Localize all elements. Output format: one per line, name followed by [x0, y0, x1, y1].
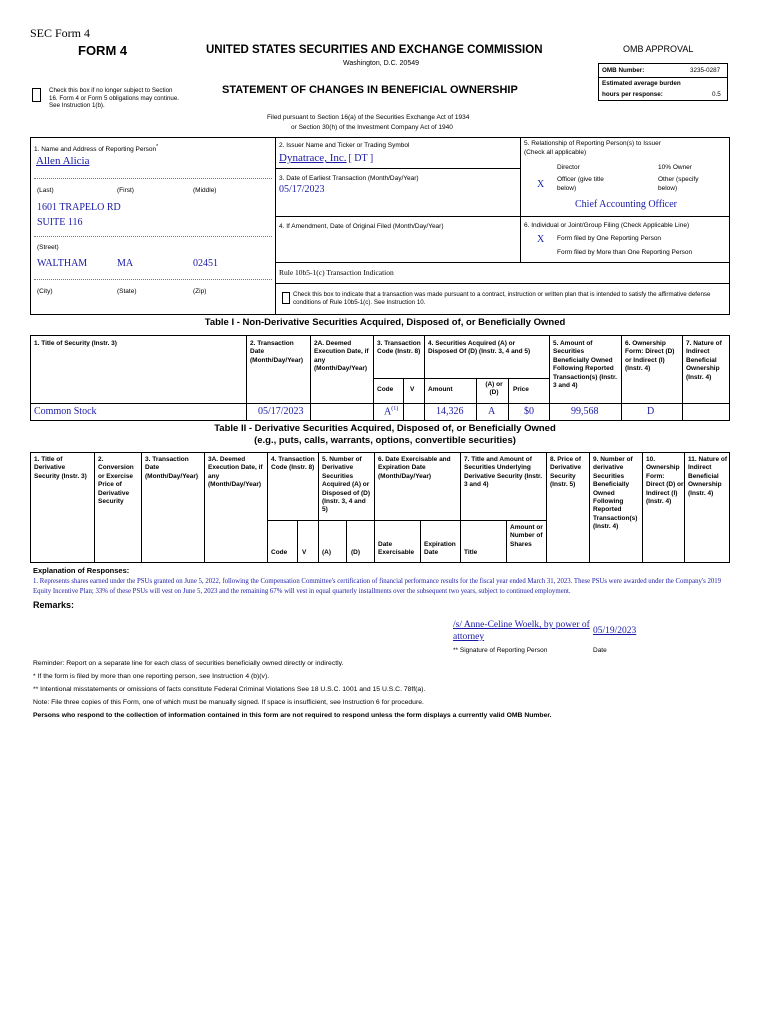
city-label: (City)	[37, 288, 53, 295]
t2-h2: 2. Conversion or Exercise Price of Derivative Security	[98, 456, 134, 506]
t1-h3: 3. Transaction Code (Instr. 8)	[377, 340, 421, 356]
t2-h7: 7. Title and Amount of Securities Underlying Derivative Security (Instr. 3 and 4)	[464, 456, 543, 489]
issuer-ticker: [ DT ]	[348, 153, 374, 164]
other-option-2: below)	[658, 185, 678, 192]
rule-text: Check this box to indicate that a transaction was made pursuant to a contract, instruction or written plan that is intended to satisfy the affirmative defense conditions of Rule 10b5-1(c). See Instruction 10.	[293, 291, 711, 306]
t2-h-exp: Expiration Date	[424, 541, 456, 557]
earliest-date-label: 3. Date of Earliest Transaction (Month/Day/Year)	[279, 175, 419, 182]
issuer-row	[279, 152, 373, 164]
t2-h-a: (A)	[322, 549, 332, 556]
t1-h6: 6. Ownership Form: Direct (D) or Indirect (I) (Instr. 4)	[625, 340, 675, 373]
t1-h-price: Price	[513, 386, 529, 393]
middle-label: (Middle)	[193, 187, 217, 194]
footer-line-4: Note: File three copies of this Form, one of which must be manually signed. If space is insufficient, see Instruction 6 for procedure.	[33, 699, 424, 706]
officer-option-2: below)	[557, 185, 577, 192]
reporting-person-label: 1. Name and Address of Reporting Person*	[34, 144, 159, 154]
first-label: (First)	[117, 187, 134, 194]
one-person-mark[interactable]: X	[537, 234, 545, 245]
burden-label-1: Estimated average burden	[602, 80, 681, 87]
burden-label-2: hours per response:	[602, 91, 663, 98]
state-value: MA	[117, 258, 134, 269]
rule-10b5-checkbox[interactable]	[282, 292, 290, 304]
burden-value: 0.5	[712, 91, 721, 98]
t2-h10: 10. Ownership Form: Direct (D) or Indirect (I) (Instr. 4)	[646, 456, 684, 506]
location: Washington, D.C. 20549	[343, 60, 420, 67]
checkbox-note: Check this box if no longer subject to Section 16. Form 4 or Form 5 obligations may continue. See Instruction 1(b).	[49, 87, 179, 109]
officer-option-1[interactable]: Officer (give title	[557, 176, 604, 183]
table1-title: Table I - Non-Derivative Securities Acquired, Disposed of, or Beneficially Owned	[204, 317, 566, 328]
zip-label: (Zip)	[193, 288, 207, 295]
issuer-label: 2. Issuer Name and Ticker or Trading Symbol	[279, 142, 410, 149]
t2-h3: 3. Transaction Date (Month/Day/Year)	[145, 456, 199, 480]
t1-h2: 2. Transaction Date (Month/Day/Year)	[250, 340, 304, 364]
t2-h-code: Code	[271, 549, 288, 556]
other-option-1[interactable]: Other (specify	[658, 176, 699, 183]
signature-label: ** Signature of Reporting Person	[453, 647, 548, 654]
filing-label: 6. Individual or Joint/Group Filing (Check Applicable Line)	[524, 222, 690, 229]
officer-mark[interactable]: X	[537, 179, 545, 190]
t2-h-d: (D)	[351, 549, 361, 556]
rule-label: Rule 10b5-1(c) Transaction Indication	[279, 268, 394, 277]
t2-h6: 6. Date Exercisable and Expiration Date (Month/Day/Year)	[378, 456, 451, 480]
earliest-date: 05/17/2023	[279, 184, 325, 195]
t2-h11: 11. Nature of Indirect Beneficial Ownership (Instr. 4)	[688, 456, 728, 497]
footer-line-2: * If the form is filed by more than one reporting person, see Instruction 4 (b)(v).	[33, 673, 270, 680]
last-label: (Last)	[37, 187, 54, 194]
t2-h3a: 3A. Deemed Execution Date, if any (Month/Day/Year)	[208, 456, 263, 489]
t1-row-title: Common Stock	[34, 406, 97, 417]
t1-row-date: 05/17/2023	[258, 406, 304, 417]
t1-row-ad: A	[488, 406, 496, 417]
t1-h-v: V	[410, 386, 415, 393]
t1-h5: 5. Amount of Securities Beneficially Owned Following Reported Transaction(s) (Instr. 3 and 4)	[553, 340, 617, 390]
remarks-label: Remarks:	[33, 600, 75, 610]
statement-title: STATEMENT OF CHANGES IN BENEFICIAL OWNERSHIP	[222, 84, 518, 96]
footer-line-3: ** Intentional misstatements or omissions of facts constitute Federal Criminal Violations See 18 U.S.C. 1001 and 15 U.S.C. 78ff(a).	[33, 686, 426, 693]
explanation-label: Explanation of Responses:	[33, 566, 130, 575]
omb-title: OMB APPROVAL	[623, 44, 694, 54]
table2-title-2: (e.g., puts, calls, warrants, options, convertible securities)	[254, 435, 516, 446]
state-label: (State)	[117, 288, 137, 295]
t2-h1: 1. Title of Derivative Security (Instr. 3)	[34, 456, 87, 480]
omb-number-label: OMB Number:	[602, 67, 645, 74]
table2-title-1: Table II - Derivative Securities Acquired, Disposed of, or Beneficially Owned	[214, 423, 556, 434]
t2-h9: 9. Number of derivative Securities Beneficially Owned Following Reported Transaction(s) (Instr. 4)	[593, 456, 638, 531]
t1-h2a: 2A. Deemed Execution Date, if any (Month/Day/Year)	[314, 340, 369, 373]
t1-row-price: $0	[524, 406, 534, 417]
t1-row-form: D	[647, 406, 655, 417]
t1-row-code: $A^{(1)}$	[384, 406, 399, 418]
t2-h-date-ex: Date Exercisable	[378, 541, 415, 557]
omb-number-value: 3235-0287	[690, 67, 721, 74]
officer-title: Chief Accounting Officer	[575, 199, 678, 210]
footer-line-5: Persons who respond to the collection of information contained in this form are not required to respond unless the form displays a currently valid OMB Number.	[33, 712, 552, 719]
relationship-label-1: 5. Relationship of Reporting Person(s) to Issuer	[524, 140, 661, 147]
street-line-2: SUITE 116	[37, 217, 83, 228]
relationship-label-2: (Check all applicable)	[524, 149, 587, 156]
sec-form-label: SEC Form 4	[30, 26, 91, 40]
t1-row-amount: 14,326	[436, 406, 464, 417]
t1-h-code: Code	[377, 386, 394, 393]
one-person-option[interactable]: Form filed by One Reporting Person	[557, 235, 662, 242]
no-longer-subject-checkbox[interactable]	[32, 88, 41, 102]
commission-title: UNITED STATES SECURITIES AND EXCHANGE COMMISSION	[206, 44, 543, 56]
zip-value: 02451	[193, 258, 218, 269]
t1-h-amount: Amount	[428, 386, 453, 393]
sign-date: 05/19/2023	[593, 626, 637, 636]
multi-person-option[interactable]: Form filed by More than One Reporting Person	[557, 249, 693, 256]
t2-h-title: Title	[464, 549, 478, 556]
director-option[interactable]: Director	[557, 164, 580, 171]
footnote-1: 1. Represents shares earned under the PSUs granted on June 5, 2022, following the Compensation Committee's certification of financial performance results for the fiscal year ended March 31, 2023. These PSUs were awarded under the Company's 2019 Equity Incentive Plan; 33% of these PSUs will vest on June 5, 2023 and the remaining 67% will vest in equal quarterly installments over the subsequent two years, subject to continued employment.	[33, 578, 722, 595]
t2-h4: 4. Transaction Code (Instr. 8)	[271, 456, 315, 472]
t1-h7: 7. Nature of Indirect Beneficial Ownership (Instr. 4)	[686, 340, 722, 381]
street-line-1: 1601 TRAPELO RD	[37, 202, 121, 213]
footer-line-1: Reminder: Report on a separate line for each class of securities beneficially owned directly or indirectly.	[33, 660, 344, 667]
form-title: FORM 4	[78, 43, 128, 58]
t2-h8: 8. Price of Derivative Security (Instr. 5)	[550, 456, 582, 489]
street-label: (Street)	[37, 244, 59, 251]
t2-h-amount-shares: Amount or Number of Shares	[510, 524, 543, 548]
amendment-label: 4. If Amendment, Date of Original Filed (Month/Day/Year)	[279, 223, 444, 230]
t1-h1: 1. Title of Security (Instr. 3)	[34, 340, 117, 347]
t1-row-owned: 99,568	[571, 406, 599, 417]
t2-h-v: V	[302, 549, 307, 556]
filed-pursuant-2: or Section 30(h) of the Investment Company Act of 1940	[291, 124, 453, 131]
ten-pct-option[interactable]: 10% Owner	[658, 164, 692, 171]
t1-h4: 4. Securities Acquired (A) or Disposed Of (D) (Instr. 3, 4 and 5)	[428, 340, 531, 356]
city-value: WALTHAM	[37, 258, 88, 269]
filed-pursuant-1: Filed pursuant to Section 16(a) of the Securities Exchange Act of 1934	[267, 114, 470, 121]
issuer-name[interactable]: Dynatrace, Inc.	[279, 152, 347, 164]
t1-h-ad: (A) or (D)	[485, 381, 503, 397]
t2-h5: 5. Number of Derivative Securities Acquired (A) or Disposed of (D) (Instr. 3, 4 and 5)	[322, 456, 371, 514]
signature: /s/ Anne-Celine Woelk, by power of attorney	[453, 620, 590, 642]
reporting-person-name[interactable]: Allen Alicia	[36, 155, 90, 167]
date-label: Date	[593, 647, 607, 654]
